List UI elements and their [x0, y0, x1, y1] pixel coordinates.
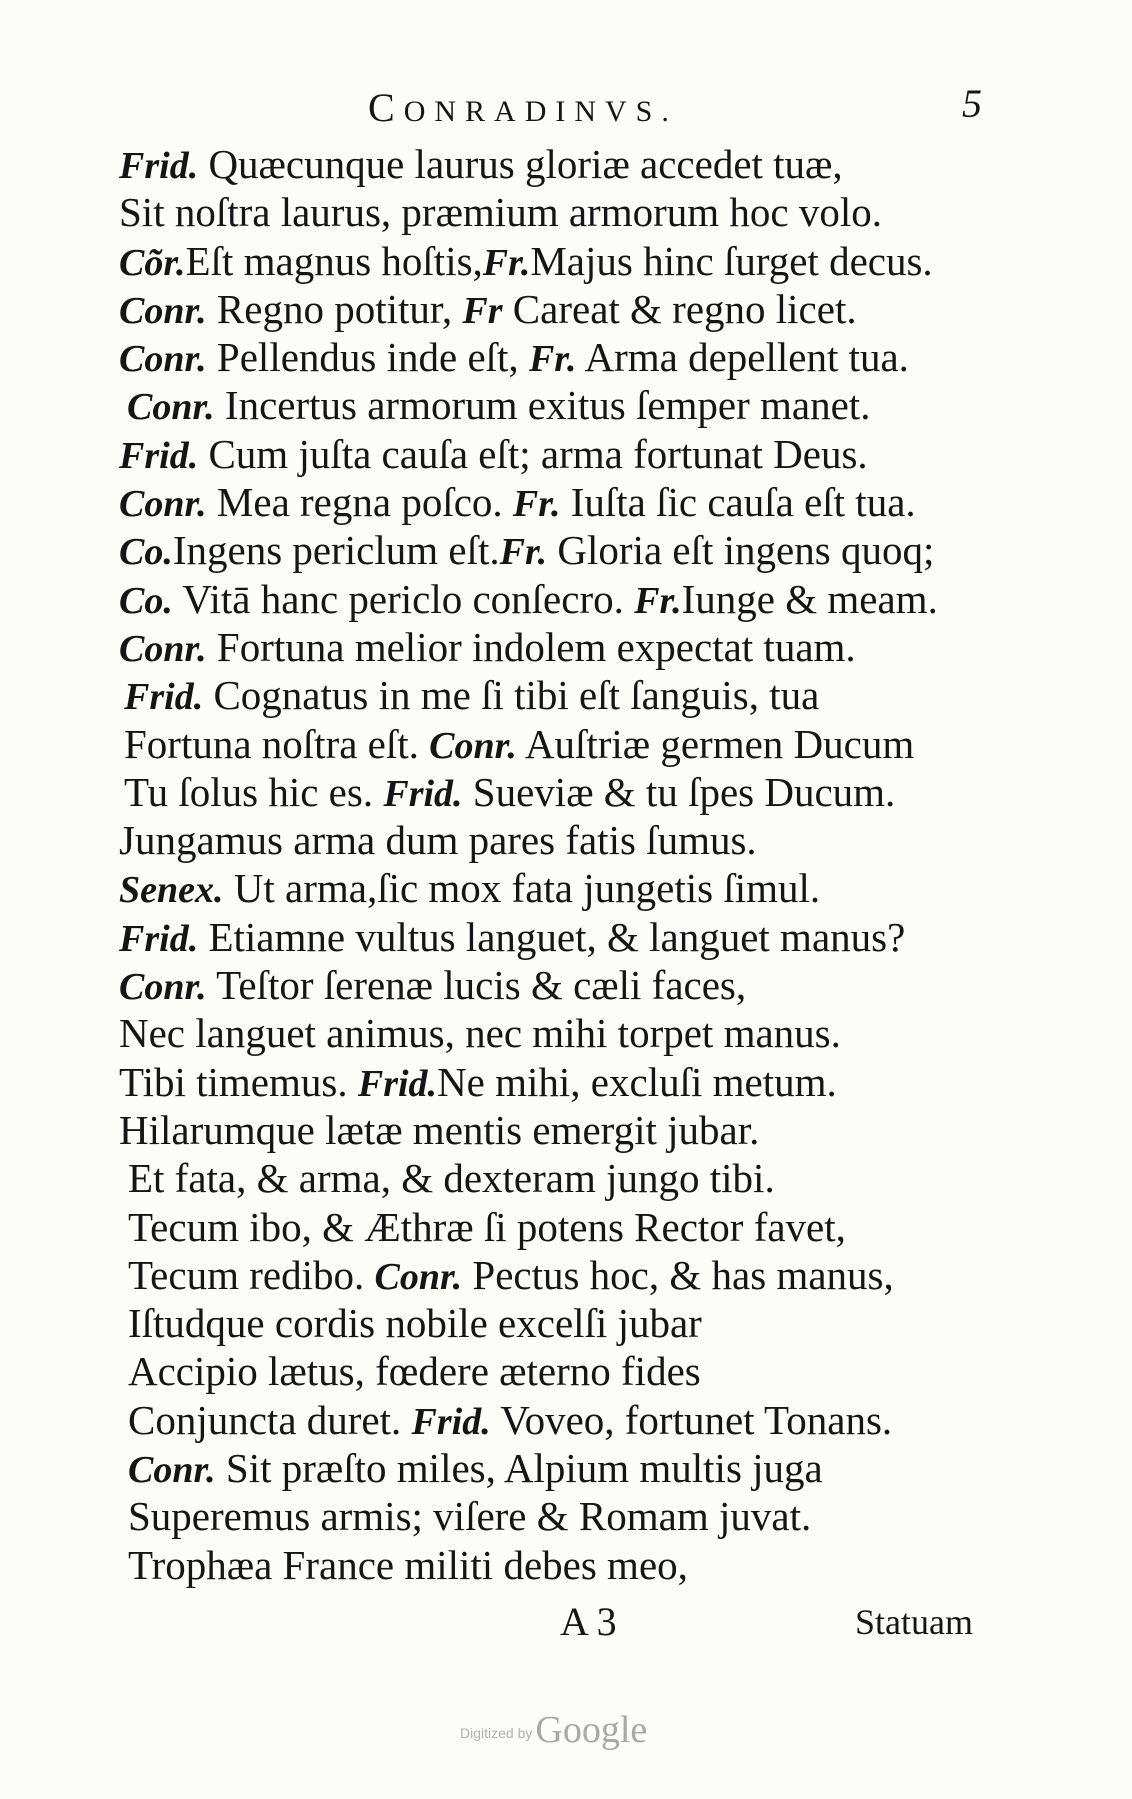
speaker-label: Conr. — [119, 338, 207, 381]
verse-text: Nec languet animus, nec mihi torpet manus. — [119, 1010, 841, 1057]
verse-line — [119, 526, 934, 574]
verse-text: Tecum redibo. — [128, 1251, 375, 1298]
verse-line — [124, 720, 914, 768]
verse-line — [128, 1444, 823, 1492]
speaker-label: Fr. — [528, 338, 577, 381]
verse-line — [119, 1106, 759, 1154]
speaker-label: Frid. — [357, 1062, 438, 1105]
catchword: Statuam — [855, 1602, 973, 1642]
speaker-label: Frid. — [383, 772, 463, 815]
speaker-label: Senex. — [119, 869, 224, 912]
speaker-label: Conr. — [119, 966, 207, 1009]
verse-line — [119, 864, 820, 912]
verse-line — [119, 285, 857, 333]
verse-text: Teſtor ſerenæ lucis & cæli faces, — [206, 962, 747, 1009]
speaker-label: Co. — [119, 531, 173, 574]
verse-text: Accipio lætus, fœdere æterno fides — [128, 1348, 701, 1395]
verse-text: Conjuncta duret. — [128, 1396, 412, 1443]
verse-text: Fortuna melior indolem expectat tuam. — [206, 623, 856, 670]
verse-text: Voveo, fortunet Tonans. — [490, 1396, 893, 1443]
verse-text: Ut arma,ſic mox fata jungetis ſimul. — [223, 865, 821, 912]
text-block — [119, 140, 938, 1589]
speaker-label: Frid. — [411, 1400, 491, 1443]
speaker-label: Fr. — [634, 579, 682, 622]
verse-text: Regno potitur, — [206, 285, 463, 332]
speaker-label: Frid. — [119, 434, 199, 477]
speaker-label: Frid. — [124, 676, 204, 719]
speaker-label: Fr — [462, 289, 503, 332]
speaker-label: Conr. — [374, 1255, 463, 1298]
verse-line — [124, 768, 895, 816]
verse-text: Tu ſolus hic es. — [124, 768, 384, 815]
verse-text: Superemus armis; viſere & Romam juvat. — [128, 1493, 812, 1540]
verse-text: Careat & regno licet. — [502, 285, 857, 332]
verse-line — [128, 1154, 775, 1202]
verse-line — [119, 1009, 841, 1057]
verse-line — [119, 961, 746, 1009]
verse-line — [128, 1299, 702, 1347]
verse-text: Iuſta ſic cauſa eſt tua. — [560, 479, 916, 526]
digitization-watermark — [460, 1708, 647, 1752]
verse-line — [128, 1492, 811, 1540]
speaker-label: Cõr. — [119, 241, 186, 284]
verse-text: Incertus armorum exitus ſemper manet. — [214, 382, 871, 429]
speaker-label: Frid. — [119, 917, 199, 960]
verse-line — [119, 1058, 837, 1106]
verse-text: Mea regna poſco. — [206, 479, 513, 526]
verse-text: Iunge & meam. — [681, 575, 938, 622]
verse-text: Auſtriæ germen Ducum — [516, 720, 915, 767]
speaker-label: Fr. — [512, 483, 561, 526]
verse-line — [128, 1251, 894, 1299]
verse-text: Vitā hanc periclo conſecro. — [172, 575, 635, 622]
verse-line — [127, 381, 870, 429]
speaker-label: Fr. — [499, 531, 548, 574]
watermark-prefix: Digitized by — [460, 1725, 533, 1741]
verse-text: Sit noſtra laurus, præmium armorum hoc volo. — [119, 189, 882, 236]
verse-text: Iſtudque cordis nobile excelſi jubar — [128, 1300, 702, 1347]
verse-text: Tibi timemus. — [119, 1058, 358, 1105]
verse-line — [128, 1347, 701, 1395]
verse-text: Ingens periclum eſt. — [172, 527, 500, 574]
speaker-label: Frid. — [119, 145, 199, 187]
verse-line — [119, 816, 757, 864]
verse-line — [119, 140, 843, 188]
verse-line — [119, 623, 856, 671]
verse-line — [119, 913, 905, 961]
verse-text: Sit præſto miles, Alpium multis juga — [215, 1445, 823, 1492]
verse-text: Fortuna noſtra eſt. — [124, 720, 430, 767]
verse-line — [119, 237, 933, 285]
speaker-label: Conr. — [127, 386, 215, 429]
speaker-label: Co. — [119, 579, 173, 622]
verse-text: Ne mihi, excluſi metum. — [437, 1058, 837, 1105]
verse-line — [128, 1541, 688, 1589]
page-number: 5 — [962, 81, 982, 126]
verse-text: Sueviæ & tu ſpes Ducum. — [462, 768, 896, 815]
verse-line — [119, 478, 916, 526]
verse-text: Cognatus in me ſi tibi eſt ſanguis, tua — [203, 672, 820, 719]
signature-mark: A 3 — [560, 1599, 617, 1644]
running-head: CONRADINVS. — [368, 85, 678, 130]
verse-text: Etiamne vultus languet, & languet manus? — [198, 913, 906, 960]
verse-text: Trophæa France militi debes meo, — [128, 1541, 688, 1588]
verse-line — [124, 671, 819, 719]
verse-text: Jungamus arma dum pares fatis ſumus. — [119, 817, 757, 864]
verse-line — [119, 575, 938, 623]
verse-line — [119, 430, 868, 478]
verse-line — [119, 333, 909, 381]
verse-text: Arma depellent tua. — [576, 334, 909, 381]
verse-text: Majus hinc ſurget decus. — [530, 237, 933, 284]
verse-text: Hilarumque lætæ mentis emergit jubar. — [119, 1106, 760, 1153]
verse-text: Pellendus inde eſt, — [206, 334, 529, 381]
verse-line — [128, 1203, 846, 1251]
verse-text: Quæcunque laurus gloriæ accedet tuæ, — [198, 141, 843, 187]
speaker-label: Fr. — [482, 241, 531, 284]
verse-text: Tecum ibo, & Æthræ ſi potens Rector favet, — [128, 1203, 846, 1250]
verse-line — [119, 188, 882, 236]
verse-text: Pectus hoc, & has manus, — [462, 1251, 894, 1298]
verse-text: Eſt magnus hoſtis, — [185, 237, 483, 284]
verse-text: Gloria eſt ingens quoq; — [547, 527, 935, 574]
watermark-brand: Google — [535, 1709, 648, 1751]
speaker-label: Conr. — [128, 1449, 216, 1492]
verse-line — [128, 1396, 892, 1444]
verse-text: Cum juſta cauſa eſt; arma fortunat Deus. — [198, 430, 868, 477]
speaker-label: Conr. — [119, 627, 207, 670]
speaker-label: Conr. — [119, 289, 207, 332]
speaker-label: Conr. — [429, 724, 517, 767]
verse-text: Et fata, & arma, & dexteram jungo tibi. — [128, 1155, 775, 1202]
speaker-label: Conr. — [119, 483, 207, 526]
